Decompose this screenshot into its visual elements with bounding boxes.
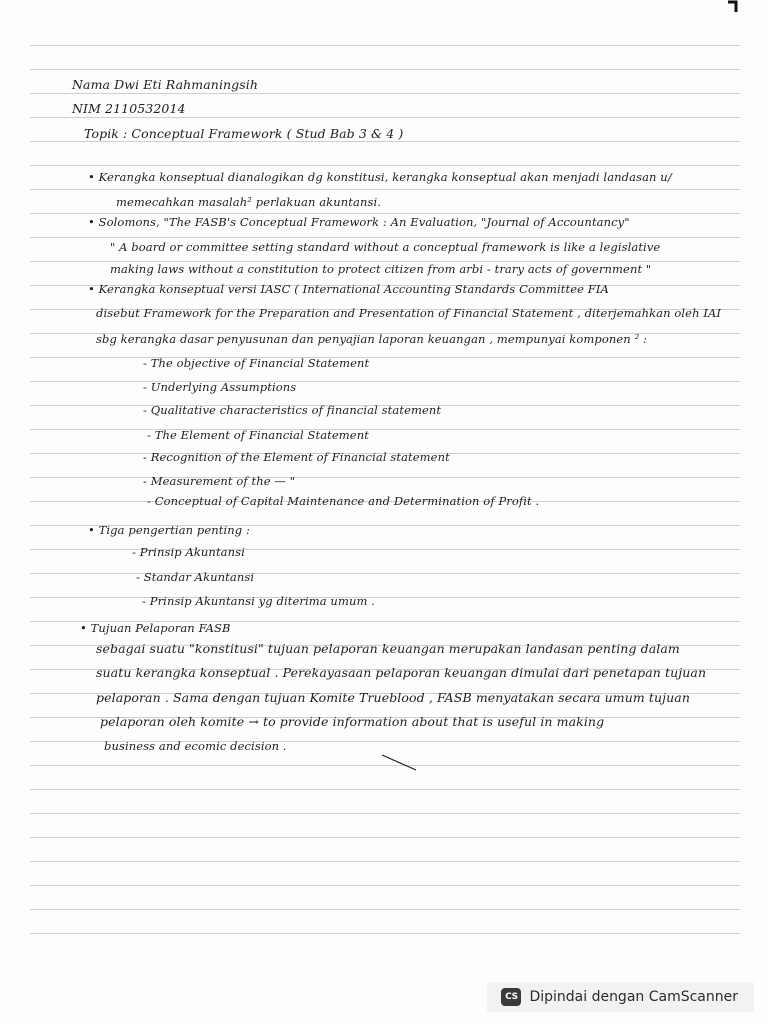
ruled-line bbox=[30, 213, 740, 214]
principle-item: - Prinsip Akuntansi bbox=[132, 545, 245, 559]
component-item: - The Element of Financial Statement bbox=[147, 428, 369, 442]
pen-stroke bbox=[380, 752, 420, 774]
text-line: " A board or committee setting standard without a conceptual framework is like a legislative bbox=[110, 240, 661, 254]
principle-item: - Prinsip Akuntansi yg diterima umum . bbox=[142, 594, 375, 608]
name-line: Nama Dwi Eti Rahmaningsih bbox=[72, 77, 259, 92]
text-line: • Solomons, "The FASB's Conceptual Framework : An Evaluation, "Journal of Accountancy" bbox=[88, 215, 630, 229]
corner-ink-mark bbox=[726, 0, 738, 14]
ruled-line bbox=[30, 93, 740, 94]
principle-item: - Standar Akuntansi bbox=[136, 570, 255, 584]
ruled-line bbox=[30, 69, 740, 70]
text-line: • Kerangka konseptual versi IASC ( International Accounting Standards Committee FIA bbox=[88, 282, 609, 296]
ruled-line bbox=[30, 141, 740, 142]
ruled-line bbox=[30, 933, 740, 934]
component-item: - Qualitative characteristics of financial statement bbox=[143, 403, 442, 417]
ruled-line bbox=[30, 117, 740, 118]
text-line: • Kerangka konseptual dianalogikan dg konstitusi, kerangka konseptual akan menjadi landasan u/ bbox=[88, 170, 672, 184]
camscanner-label: Dipindai dengan CamScanner bbox=[529, 989, 738, 1005]
text-line: memecahkan masalah² perlakuan akuntansi. bbox=[116, 195, 381, 209]
text-line: making laws without a constitution to protect citizen from arbi - trary acts of government " bbox=[110, 262, 652, 276]
topic-line: Topik : Conceptual Framework ( Stud Bab 3 & 4 ) bbox=[84, 126, 404, 141]
ruled-line bbox=[30, 837, 740, 838]
text-line: sbg kerangka dasar penyusunan dan penyajian laporan keuangan , mempunyai komponen ² : bbox=[96, 332, 648, 346]
paragraph-line: pelaporan . Sama dengan tujuan Komite Trueblood , FASB menyatakan secara umum tujuan bbox=[96, 690, 691, 705]
text-line: • Tujuan Pelaporan FASB bbox=[80, 621, 231, 635]
component-item: - Underlying Assumptions bbox=[143, 380, 297, 394]
text-line: disebut Framework for the Preparation and Presentation of Financial Statement , diterjemahkan oleh IAI bbox=[96, 306, 722, 320]
text-line: • Tiga pengertian penting : bbox=[88, 523, 250, 537]
ruled-line bbox=[30, 237, 740, 238]
ruled-line bbox=[30, 813, 740, 814]
ruled-line bbox=[30, 381, 740, 382]
component-item: - The objective of Financial Statement bbox=[143, 356, 370, 370]
ruled-line bbox=[30, 477, 740, 478]
ruled-line bbox=[30, 45, 740, 46]
ruled-line bbox=[30, 909, 740, 910]
paragraph-line: sebagai suatu "konstitusi" tujuan pelaporan keuangan merupakan landasan penting dalam bbox=[96, 641, 680, 656]
paragraph-line: pelaporan oleh komite → to provide information about that is useful in making bbox=[100, 714, 605, 729]
paragraph-line: suatu kerangka konseptual . Perekayasaan pelaporan keuangan dimulai dari penetapan tujuan bbox=[96, 665, 707, 680]
component-item: - Measurement of the — " bbox=[143, 474, 296, 488]
ruled-line bbox=[30, 597, 740, 598]
component-item: - Conceptual of Capital Maintenance and Determination of Profit . bbox=[147, 494, 540, 508]
ruled-line bbox=[30, 885, 740, 886]
ruled-line bbox=[30, 357, 740, 358]
ruled-line bbox=[30, 165, 740, 166]
ruled-line bbox=[30, 789, 740, 790]
ruled-line bbox=[30, 861, 740, 862]
ruled-line bbox=[30, 189, 740, 190]
ruled-line bbox=[30, 429, 740, 430]
camscanner-watermark bbox=[487, 982, 754, 1012]
paragraph-line: business and ecomic decision . bbox=[104, 739, 287, 753]
component-item: - Recognition of the Element of Financial statement bbox=[143, 450, 450, 464]
nim-line: NIM 2110532014 bbox=[72, 101, 186, 116]
camscanner-logo-icon: CS bbox=[501, 988, 521, 1006]
